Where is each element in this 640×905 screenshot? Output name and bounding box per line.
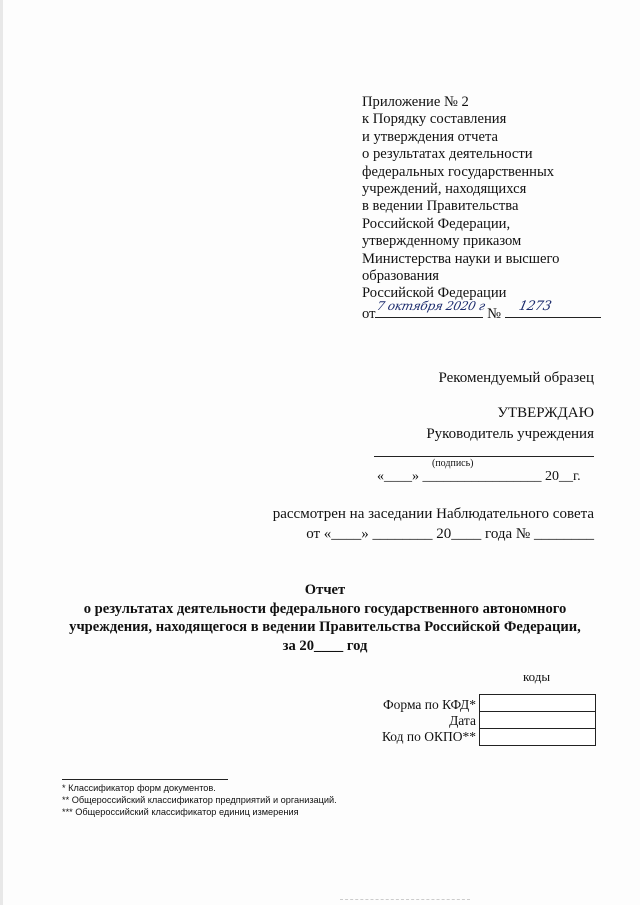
code-cell-okpo[interactable] [479,728,596,746]
scan-edge [0,0,3,905]
report-title: Отчет [304,582,346,598]
approve-date-line: «____» _________________ 20__г. [377,469,581,484]
approve-title: УТВЕРЖДАЮ [497,405,594,421]
order-number-field [505,299,601,318]
appendix-line: Министерства науки и высшего [362,250,560,267]
approve-position: Руководитель учреждения [426,426,594,442]
code-label-date: Дата [449,713,476,728]
appendix-line: образования [362,268,439,285]
appendix-block [362,94,612,323]
appendix-line: федеральных государственных [362,163,555,180]
footnote-rule [62,779,228,780]
signature-line [374,456,594,457]
appendix-line: к Порядку составления [362,111,507,128]
board-line-2: от «____» ________ 20____ года № ________ [306,526,594,542]
recommended-sample: Рекомендуемый образец [438,370,594,386]
footnotes [62,782,337,819]
code-label-okpo: Код по ОКПО** [381,729,476,744]
order-date-handwritten: 7 октября 2020 г [376,299,487,314]
signature-caption: (подпись) [432,458,474,469]
appendix-line: Российской Федерации, [362,215,511,232]
report-title-line-1: о результатах деятельности федерального государственного автономного [83,600,567,617]
appendix-line: в ведении Правительства [362,198,519,215]
report-title-line-2: учреждения, находящегося в ведении Правительства Российской Федерации, [69,619,581,635]
appendix-line: Приложение № 2 [362,94,469,110]
code-label-kfd: Форма по КФД* [383,697,476,712]
board-line-1: рассмотрен на заседании Наблюдательного совета [272,506,594,522]
scan-artifact [340,899,470,900]
footnote-kfd: * Классификатор форм документов. [62,783,216,793]
report-title-block [60,581,590,655]
code-cell-date[interactable] [479,711,596,729]
footnote-units: *** Общероссийский классификатор единиц измерения [62,807,299,818]
appendix-line: Российской Федерации [362,285,507,302]
code-cell-kfd[interactable] [479,694,596,712]
appendix-line: утвержденному приказом [362,233,522,250]
order-line [362,299,612,323]
report-title-line-3: за 20____ год [282,637,368,654]
appendix-line: о результатах деятельности [362,146,533,163]
order-prefix: от [362,305,376,322]
order-date-field [375,299,487,318]
codes-header: коды [523,669,551,684]
appendix-line: учреждений, находящихся [362,181,527,198]
order-number-label: № [487,305,502,322]
footnote-okpo: ** Общероссийский классификатор предприятий и организаций. [62,795,337,806]
order-number-handwritten: 1273 [517,299,553,315]
appendix-line: и утверждения отчета [362,128,499,145]
